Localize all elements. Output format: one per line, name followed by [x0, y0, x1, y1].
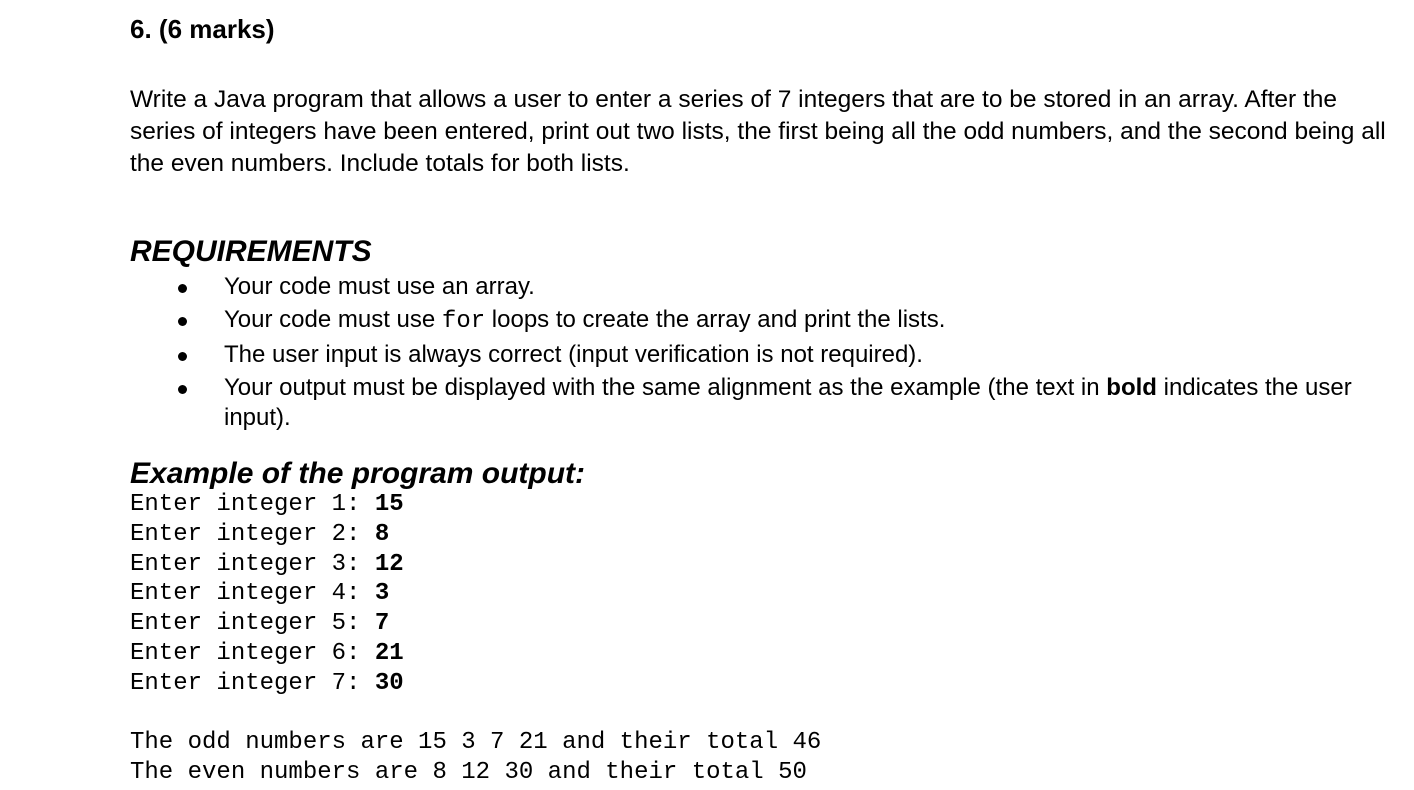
requirement-bold: bold — [1106, 374, 1157, 401]
question-body: Write a Java program that allows a user to enter a series of 7 integers that are to be stored in an array. After the series of integers have been entered, print out two lists, the first being all the odd numbers, and the second being all the even numbers. Include totals for both lists. — [130, 86, 1386, 177]
prompt-line — [130, 579, 821, 609]
prompt-line — [130, 609, 821, 639]
requirement-text: indicates the user input). — [224, 374, 1352, 431]
prompt-text: Enter integer 3: — [130, 550, 375, 578]
requirements-heading: REQUIREMENTS — [130, 235, 372, 268]
prompt-line — [130, 639, 821, 669]
bullet-icon — [178, 385, 187, 394]
bullet-icon — [178, 317, 187, 326]
requirement-item — [130, 340, 1370, 370]
prompt-line — [130, 520, 821, 550]
user-input: 7 — [374, 610, 390, 638]
question-title: 6. (6 marks) — [130, 14, 275, 44]
requirement-item — [130, 272, 1370, 302]
user-input: 3 — [374, 580, 390, 608]
prompt-text: Enter integer 4: — [130, 580, 375, 608]
odd-result-line: The odd numbers are 15 3 7 21 and their total 46 — [130, 729, 822, 757]
prompt-text: Enter integer 2: — [130, 520, 375, 548]
requirement-text: loops to create the array and print the lists. — [485, 306, 946, 333]
prompt-text: Enter integer 1: — [130, 491, 375, 518]
requirement-code: for — [441, 308, 486, 335]
prompt-text: Enter integer 5: — [130, 610, 375, 638]
requirement-text: Your code must use an array. — [224, 273, 535, 300]
example-output — [130, 490, 821, 788]
user-input: 8 — [374, 520, 390, 548]
prompt-line — [130, 669, 821, 699]
requirement-text: Your code must use — [224, 306, 442, 333]
bullet-icon — [178, 352, 187, 361]
blank-line — [130, 699, 821, 729]
prompt-text: Enter integer 6: — [130, 639, 375, 667]
requirement-item — [130, 305, 1370, 337]
user-input: 15 — [374, 491, 404, 518]
prompt-text: Enter integer 7: — [130, 669, 375, 697]
user-input: 30 — [374, 669, 404, 697]
requirement-text: The user input is always correct (input verification is not required). — [224, 341, 923, 368]
prompt-line — [130, 490, 821, 520]
example-heading: Example of the program output: — [130, 457, 586, 490]
requirement-item — [130, 373, 1370, 433]
requirements-list — [130, 272, 1370, 436]
requirement-text: Your output must be displayed with the same alignment as the example (the text in — [224, 374, 1107, 401]
bullet-icon — [178, 284, 187, 293]
prompt-line — [130, 550, 821, 580]
user-input: 12 — [374, 550, 404, 578]
even-result-line: The even numbers are 8 12 30 and their total 50 — [130, 759, 807, 787]
user-input: 21 — [374, 639, 404, 667]
